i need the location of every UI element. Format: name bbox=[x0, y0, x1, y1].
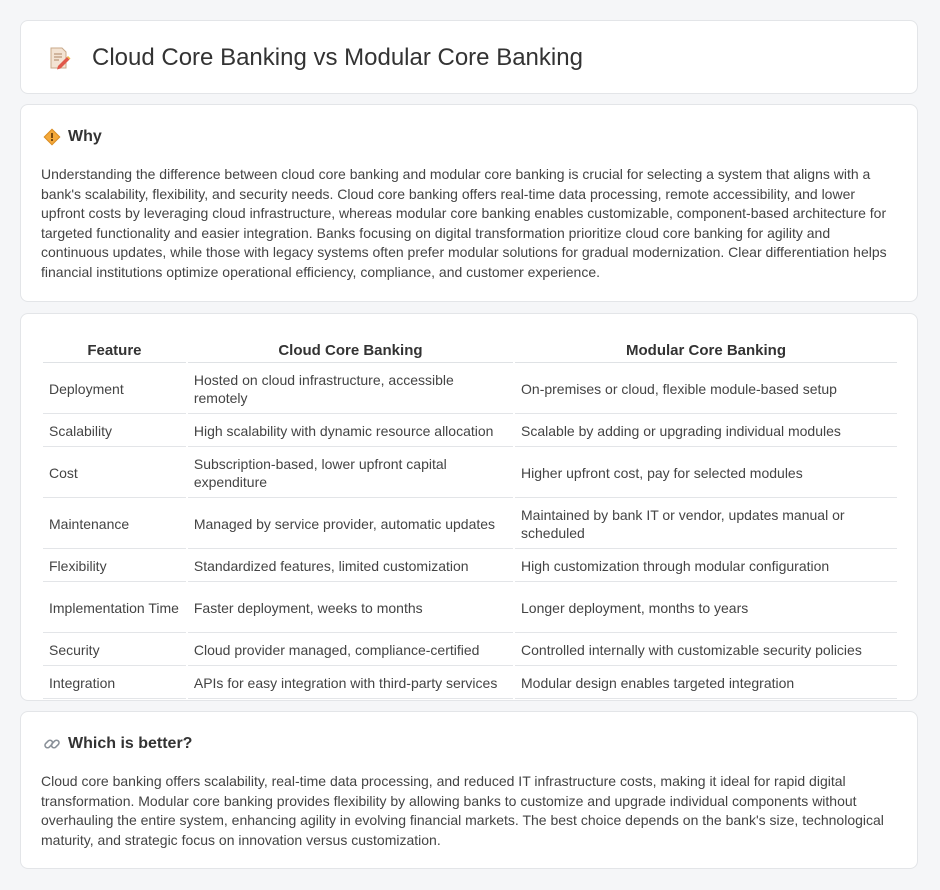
page-title: Cloud Core Banking vs Modular Core Banking bbox=[92, 44, 583, 71]
which-is-better-section bbox=[20, 711, 918, 869]
table-row bbox=[43, 551, 897, 582]
modular-cell: Higher upfront cost, pay for selected modules bbox=[515, 449, 897, 498]
comparison-table bbox=[41, 334, 899, 701]
feature-cell: Maintenance bbox=[43, 500, 186, 549]
cloud-cell: Cloud provider managed, compliance-certified bbox=[188, 635, 513, 666]
feature-cell: Integration bbox=[43, 668, 186, 699]
table-row bbox=[43, 668, 897, 699]
feature-cell: Flexibility bbox=[43, 551, 186, 582]
modular-cell: High customization through modular configuration bbox=[515, 551, 897, 582]
better-heading-row bbox=[43, 732, 192, 756]
why-heading-row bbox=[43, 125, 102, 149]
feature-cell: Cost bbox=[43, 449, 186, 498]
modular-cell: Maintained by bank IT or vendor, updates manual or scheduled bbox=[515, 500, 897, 549]
feature-cell: Deployment bbox=[43, 365, 186, 414]
table-row bbox=[43, 635, 897, 666]
modular-cell: Scalable by adding or upgrading individual modules bbox=[515, 416, 897, 447]
feature-cell: Security bbox=[43, 635, 186, 666]
header-modular-core-banking: Modular Core Banking bbox=[515, 336, 897, 363]
modular-cell: Longer deployment, months to years bbox=[515, 584, 897, 633]
table-row bbox=[43, 365, 897, 414]
cloud-cell: Subscription-based, lower upfront capital expenditure bbox=[188, 449, 513, 498]
better-text: Cloud core banking offers scalability, real-time data processing, and reduced IT infrastructure costs, making it ideal for rapid digital transformation. Modular core banking provides flexibility by allowing banks to customize and upgrade individual components without overhauling the entire system, enhancing agility in evolving financial markets. The best choice depends on the bank's size, technological maturity, and strategic focus on innovation versus customization. bbox=[41, 773, 884, 848]
title-card bbox=[20, 20, 918, 94]
table-row bbox=[43, 416, 897, 447]
modular-cell: On-premises or cloud, flexible module-based setup bbox=[515, 365, 897, 414]
modular-cell: Modular design enables targeted integration bbox=[515, 668, 897, 699]
cloud-cell: Managed by service provider, automatic updates bbox=[188, 500, 513, 549]
table-row bbox=[43, 584, 897, 633]
table-row bbox=[43, 449, 897, 498]
cloud-cell: APIs for easy integration with third-party services bbox=[188, 668, 513, 699]
feature-cell: Scalability bbox=[43, 416, 186, 447]
cloud-cell: High scalability with dynamic resource allocation bbox=[188, 416, 513, 447]
comparison-table-card bbox=[20, 313, 918, 701]
modular-cell: Controlled internally with customizable security policies bbox=[515, 635, 897, 666]
table-row bbox=[43, 500, 897, 549]
cloud-cell: Hosted on cloud infrastructure, accessible remotely bbox=[188, 365, 513, 414]
table-header-row bbox=[43, 336, 897, 363]
cloud-cell: Standardized features, limited customization bbox=[188, 551, 513, 582]
document-pencil-icon bbox=[47, 46, 71, 70]
header-feature: Feature bbox=[43, 336, 186, 363]
link-icon bbox=[43, 735, 61, 753]
feature-cell: Implementation Time bbox=[43, 584, 186, 633]
why-text: Understanding the difference between cloud core banking and modular core banking is crucial for selecting a system that aligns with a bank's scalability, flexibility, and security needs. Cloud core banking offers real-time data processing, remote accessibility, and lower upfront costs by leveraging cloud infrastructure, whereas modular core banking enables customizable, component-based architecture for targeted functionality and easier integration. Banks focusing on digital transformation prioritize cloud core banking for agility and continuous updates, while those with legacy systems often prefer modular solutions for gradual modernization. Clear differentiation helps financial institutions optimize operational efficiency, compliance, and customer experience. bbox=[41, 166, 887, 280]
cloud-cell: Faster deployment, weeks to months bbox=[188, 584, 513, 633]
better-heading: Which is better? bbox=[68, 735, 193, 752]
why-heading: Why bbox=[68, 128, 102, 145]
why-section bbox=[20, 104, 918, 302]
diamond-sign-icon bbox=[43, 128, 61, 146]
header-cloud-core-banking: Cloud Core Banking bbox=[188, 336, 513, 363]
